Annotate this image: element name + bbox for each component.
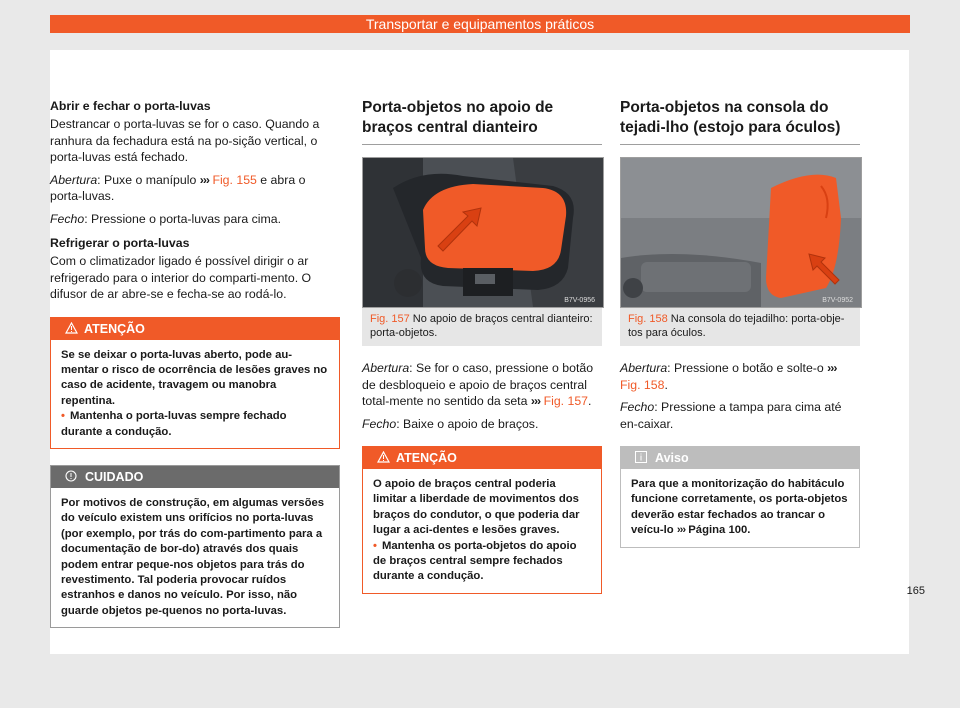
- paragraph-abertura: Abertura: Puxe o manípulo ››› Fig. 155 e abra o porta-luvas.: [50, 172, 306, 203]
- note-header: Aviso: [621, 447, 859, 469]
- bullet-item: • Mantenha o porta-luvas sempre fechado durante a condução.: [61, 410, 287, 438]
- figure-code: B7V-0952: [822, 297, 853, 304]
- paragraph: Destrancar o porta-luvas se for o caso. Quando a ranhura da fechadura está na po-sição vertical, o porta-luvas está fechado.: [50, 117, 320, 164]
- figure-link[interactable]: Fig. 155: [212, 172, 257, 187]
- warning-box: [362, 446, 602, 594]
- figure-code: B7V-0956: [564, 297, 595, 304]
- page-number: 165: [906, 585, 925, 597]
- figure-roof-console: [620, 157, 862, 308]
- section-title-armrest: Porta-objetos no apoio de braços central dianteiro: [362, 98, 602, 145]
- warning-header: ATENÇÃO: [51, 318, 339, 340]
- note-body: Para que a monitorização do habitáculo funcione corretamente, os porta-objetos deverão estar fechados ao trancar o veícu-lo ››› Página 100.: [631, 478, 848, 537]
- bullet-icon: •: [61, 410, 65, 423]
- caution-box: [50, 465, 340, 628]
- paragraph-abertura: Abertura: Se for o caso, pressione o botão de desbloqueio e apoio de braços central total-mente no sentido da seta ››› Fig. 157.: [362, 361, 594, 408]
- info-circle-icon: [65, 470, 77, 482]
- subheading-open-close: Abrir e fechar o porta-luvas: [50, 99, 211, 113]
- paragraph-abertura: Abertura: Pressione o botão e solte-o ››› Fig. 158.: [620, 361, 837, 392]
- figure-caption: Fig. 157 No apoio de braços central dianteiro: porta-objetos.: [362, 308, 602, 346]
- figure-link[interactable]: Fig. 158: [620, 377, 665, 392]
- warning-triangle-icon: [65, 322, 78, 334]
- column-1: [50, 98, 340, 628]
- figure-link[interactable]: Fig. 157: [543, 394, 589, 408]
- figure-armrest: [362, 157, 604, 308]
- warning-body: Se se deixar o porta-luvas aberto, pode au-mentar o risco de ocorrência de lesões graves no caso de acidente, travagem ou manobra repentina. • Mantenha o porta-luvas sempre fechado durante a condução.: [51, 340, 339, 448]
- column-2: [362, 98, 602, 594]
- warning-header: ATENÇÃO: [363, 447, 601, 469]
- armrest-photo-illustration: [363, 158, 603, 307]
- warning-box: [50, 317, 340, 449]
- paragraph: Com o climatizador ligado é possível dirigir o ar refrigerado para o interior do comparti-mento. O difusor de ar abre-se e fecha-se ao rodá-lo.: [50, 254, 312, 301]
- warning-body: O apoio de braços central poderia limitar a liberdade de movimentos dos braços do condutor, o que poderia dar lugar a aci-dentes e lesões graves. • Mantenha os porta-objetos do apoio de braços central sempre fechados durante a condução.: [363, 469, 601, 593]
- info-square-icon: [635, 451, 647, 463]
- bullet-item: • Mantenha os porta-objetos do apoio de braços central sempre fechados durante a condução.: [373, 539, 577, 583]
- page-link[interactable]: Página 100: [688, 524, 748, 537]
- chapter-header: Transportar e equipamentos práticos: [50, 15, 910, 33]
- roof-console-photo-illustration: [621, 158, 861, 307]
- paragraph-fecho: Fecho: Pressione a tampa para cima até en-caixar.: [620, 400, 842, 431]
- figure-caption: Fig. 158 Na consola do tejadilho: porta-obje-tos para óculos.: [620, 308, 860, 346]
- caution-header: CUIDADO: [51, 466, 339, 488]
- warning-triangle-icon: [377, 451, 390, 463]
- paragraph-fecho: Fecho: Pressione o porta-luvas para cima.: [50, 211, 282, 226]
- caution-body: Por motivos de construção, em algumas versões do veículo existem uns orifícios no porta-luvas (por exemplo, por trás do com-partimento para a documentação de bor-do) através dos quais podem entrar peque-nos objetos para trás do revestimento. Tal poderia provocar ruídos estranhos e danos no veículo. Por isso, não guarde objetos pe-quenos no porta-luvas.: [61, 496, 325, 617]
- column-3: [620, 98, 860, 548]
- section-title-roof-console: Porta-objetos na consola do tejadi-lho (estojo para óculos): [620, 98, 860, 145]
- bullet-icon: •: [373, 539, 377, 552]
- paragraph-fecho: Fecho: Baixe o apoio de braços.: [362, 416, 539, 431]
- subheading-refrigerar: Refrigerar o porta-luvas: [50, 236, 190, 250]
- note-box: [620, 446, 860, 548]
